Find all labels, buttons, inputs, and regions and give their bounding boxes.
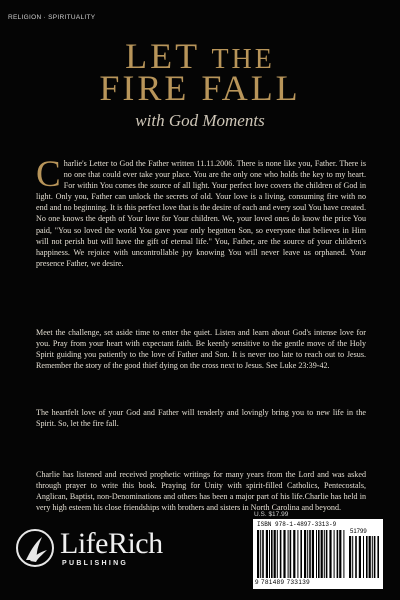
title-line-2: FIRE FALL (99, 68, 301, 108)
title-word-the: THE (211, 44, 275, 75)
price-label: U.S. $17.99 (254, 511, 289, 518)
paragraph-author-bio: Charlie has listened and received prophetic writings for many years from the Lord and was asked through prayer to write this book. Praying for Unity with spirit-filled Catholics, Pentecostals, Anglican, Baptist, non-Denominations and others has been a major part of his life.Charlie has held in very high esteem his close friendships with brothers and sisters in North Carolina and beyond. (36, 470, 366, 513)
ean-barcode-bars (257, 530, 345, 578)
publisher-subtitle: PUBLISHING (62, 560, 129, 567)
paragraph-letter (36, 154, 366, 269)
ean-number: 9 781489 733139 (255, 579, 311, 586)
barcode (253, 519, 383, 589)
addon-barcode-bars (349, 536, 379, 578)
isbn-text: ISBN 978-1-4897-3313-9 (257, 521, 337, 528)
publisher-logo (16, 525, 166, 573)
paragraph-challenge: Meet the challenge, set aside time to enter the quiet. Listen and learn about God's intense love for you. Pray from your heart with expectant faith. Be keenly sensitive to the gentle move of the Holy Spirit guiding you patiently to the love of Father and Son. It is never too late to reach out to Jesus. Remember the story of the good thief dying on the cross next to Jesus. See Luke 23:39-42. (36, 328, 366, 371)
price-addon-text: 51799 (350, 529, 367, 535)
drop-cap: C (36, 154, 61, 195)
title-word-let: LET (125, 36, 200, 76)
paragraph-letter-text: harlie's Letter to God the Father written 11.11.2006. There is none like you, Father. There is no one that could ever take your place. You are the only one who holds the key to my heart. For within You comes the source of all light. Your perfect love covers the children of God in light. Only you, Father can unlock the secrets of old. Your love is a living, consuming fire with no end and no beginning. It is this perfect love that is the desire of each and every soul You have created. No one knows the depth of Your love for Your children. We, your loved ones do know the price You paid, "You so loved the world You gave your only begotten Son, so everyone that believes in Him will not perish but will have the gift of eternal life." You, Father, are the source of your children's happiness. We rejoice with uncontrollable joy knowing You will never leave us orphaned. Your presence Father, we desire. (36, 159, 366, 268)
liferich-logo-icon (16, 529, 54, 567)
paragraph-closing: The heartfelt love of your God and Father will tenderly and lovingly bring you to new life in the Spirit. So, let the fire fall. (36, 408, 366, 429)
category-label: RELIGION · SPIRITUALITY (8, 14, 96, 21)
publisher-name: LifeRich (60, 527, 163, 560)
subtitle: with God Moments (135, 111, 265, 130)
